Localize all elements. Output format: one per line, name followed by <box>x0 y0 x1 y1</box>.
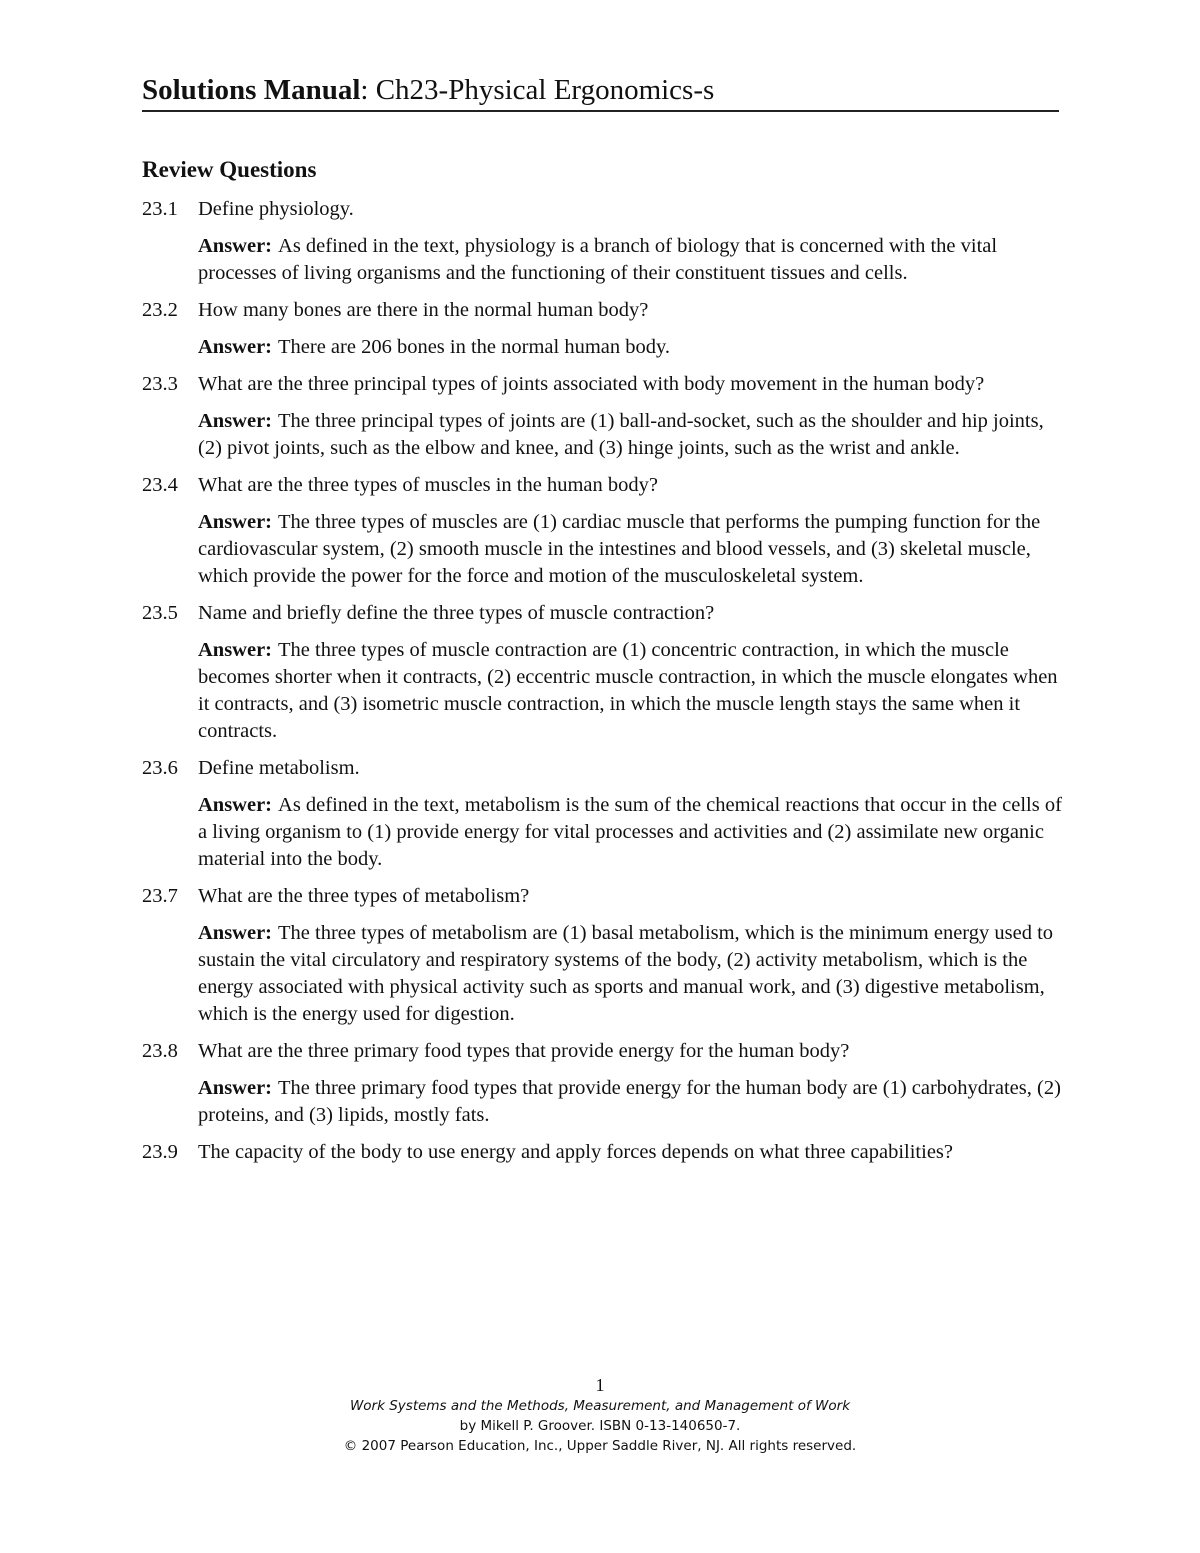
answer-paragraph <box>198 792 1062 873</box>
answer-paragraph <box>198 637 1062 745</box>
qa-list <box>142 196 1062 1176</box>
question-number: 23.8 <box>142 1040 178 1062</box>
header-manual-label: Solutions Manual <box>142 74 361 106</box>
question-number: 23.6 <box>142 757 178 779</box>
answer-label: Answer: <box>198 511 273 533</box>
question-number: 23.7 <box>142 885 178 907</box>
question-number: 23.2 <box>142 299 178 321</box>
question-row <box>142 1139 1062 1166</box>
qa-item <box>142 600 1062 745</box>
page-header <box>142 72 1059 112</box>
qa-item <box>142 196 1062 287</box>
footer-author-line: by Mikell P. Groover. ISBN 0-13-140650-7. <box>459 1418 741 1434</box>
question-number: 23.4 <box>142 474 178 496</box>
qa-item <box>142 1139 1062 1166</box>
answer-paragraph <box>198 334 1062 361</box>
qa-item <box>142 472 1062 590</box>
answer-paragraph <box>198 233 1062 287</box>
qa-item <box>142 755 1062 873</box>
question-number: 23.5 <box>142 602 178 624</box>
answer-text: There are 206 bones in the normal human body. <box>278 336 671 358</box>
question-text: What are the three primary food types that provide energy for the human body? <box>198 1040 850 1062</box>
question-text: The capacity of the body to use energy and apply forces depends on what three capabilities? <box>198 1141 953 1163</box>
qa-item <box>142 883 1062 1028</box>
question-row <box>142 196 1062 223</box>
question-text: Define physiology. <box>198 198 354 220</box>
question-row <box>142 600 1062 627</box>
question-text: Name and briefly define the three types of muscle contraction? <box>198 602 715 624</box>
footer-copyright: © 2007 Pearson Education, Inc., Upper Saddle River, NJ. All rights reserved. <box>343 1438 857 1454</box>
answer-label: Answer: <box>198 336 273 358</box>
qa-item <box>142 1038 1062 1129</box>
question-row <box>142 1038 1062 1065</box>
answer-text: As defined in the text, physiology is a branch of biology that is concerned with the vital processes of living organisms and the functioning of their constituent tissues and cells. <box>198 235 998 284</box>
answer-text: The three primary food types that provide energy for the human body are (1) carbohydrates, (2) proteins, and (3) lipids, mostly fats. <box>198 1077 1061 1126</box>
question-text: What are the three principal types of joints associated with body movement in the human body? <box>198 373 985 395</box>
answer-label: Answer: <box>198 794 273 816</box>
answer-label: Answer: <box>198 922 273 944</box>
question-number: 23.1 <box>142 198 178 220</box>
question-row <box>142 472 1062 499</box>
answer-text: The three types of muscles are (1) cardiac muscle that performs the pumping function for the cardiovascular system, (2) smooth muscle in the intestines and blood vessels, and (3) skeletal muscle, which provide the power for the force and motion of the musculoskeletal system. <box>198 511 1041 587</box>
question-row <box>142 755 1062 782</box>
footer-book-title: Work Systems and the Methods, Measurement, and Management of Work <box>349 1398 851 1414</box>
question-row <box>142 371 1062 398</box>
answer-paragraph <box>198 408 1062 462</box>
answer-paragraph <box>198 1075 1062 1129</box>
answer-paragraph <box>198 509 1062 590</box>
answer-label: Answer: <box>198 1077 273 1099</box>
question-text: What are the three types of muscles in the human body? <box>198 474 658 496</box>
answer-text: The three types of metabolism are (1) basal metabolism, which is the minimum energy used to sustain the vital circulatory and respiratory systems of the body, (2) activity metabolism, which is the energy associated with physical activity such as sports and manual work, and (3) digestive metabolism, which is the energy used for digestion. <box>198 922 1054 1025</box>
question-text: Define metabolism. <box>198 757 360 779</box>
question-number: 23.3 <box>142 373 178 395</box>
question-text: What are the three types of metabolism? <box>198 885 530 907</box>
question-row <box>142 297 1062 324</box>
answer-label: Answer: <box>198 235 273 257</box>
question-text: How many bones are there in the normal human body? <box>198 299 649 321</box>
answer-paragraph <box>198 920 1062 1028</box>
header-chapter-title: : Ch23-Physical Ergonomics-s <box>360 74 715 106</box>
qa-item <box>142 371 1062 462</box>
page-footer <box>0 1374 1200 1456</box>
section-title: Review Questions <box>142 157 317 182</box>
qa-item <box>142 297 1062 361</box>
page-number: 1 <box>595 1375 605 1395</box>
question-number: 23.9 <box>142 1141 178 1163</box>
answer-text: As defined in the text, metabolism is the sum of the chemical reactions that occur in the cells of a living organism to (1) provide energy for vital processes and activities and (2) assimilate new organic material into the body. <box>198 794 1062 870</box>
question-row <box>142 883 1062 910</box>
answer-text: The three principal types of joints are (1) ball-and-socket, such as the shoulder and hip joints, (2) pivot joints, such as the elbow and knee, and (3) hinge joints, such as the wrist and ankle. <box>198 410 1044 459</box>
answer-label: Answer: <box>198 410 273 432</box>
answer-text: The three types of muscle contraction are (1) concentric contraction, in which the muscle becomes shorter when it contracts, (2) eccentric muscle contraction, in which the muscle elongates when it contracts, and (3) isometric muscle contraction, in which the muscle length stays the same when it contracts. <box>198 639 1058 742</box>
answer-label: Answer: <box>198 639 273 661</box>
